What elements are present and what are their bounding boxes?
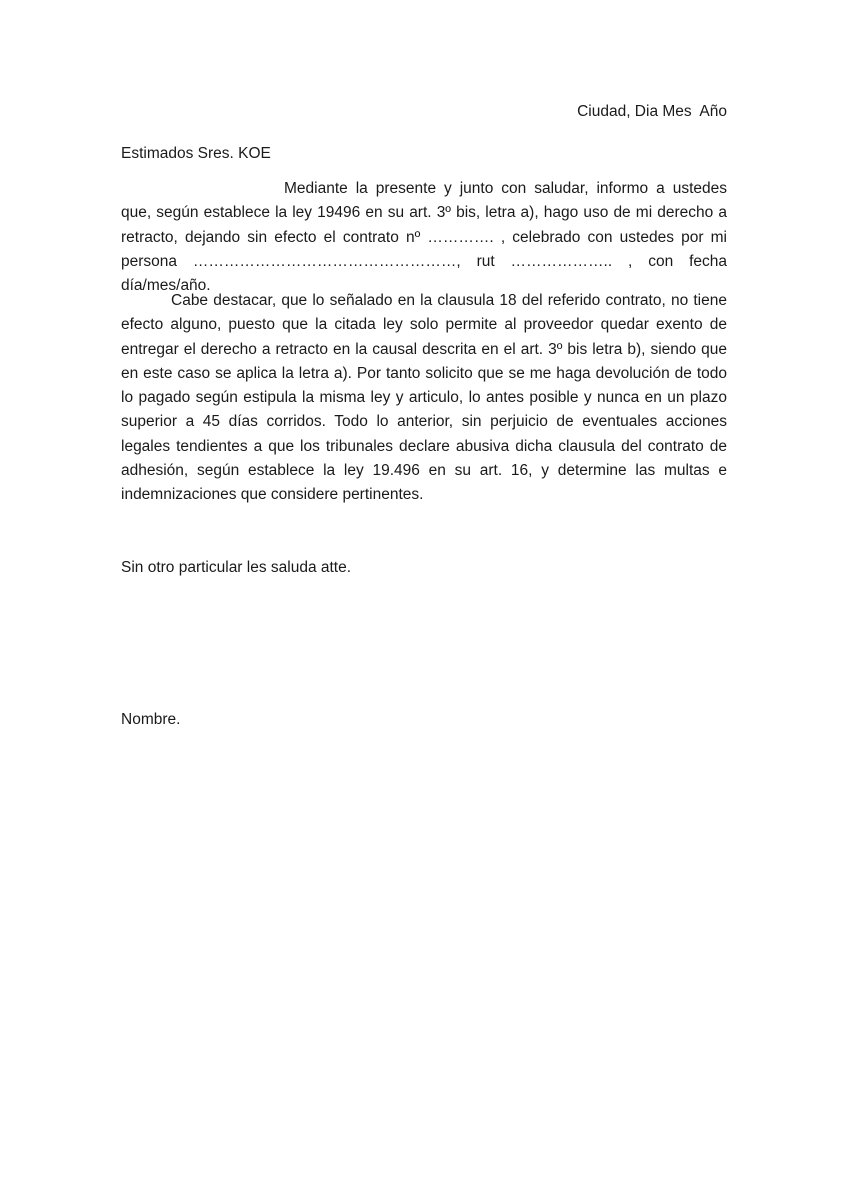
paragraph-1	[121, 177, 727, 298]
paragraph-2-text: Cabe destacar, que lo señalado en la clausula 18 del referido contrato, no tiene efecto alguno, puesto que la citada ley solo permite al proveedor quedar exento de entregar el derecho a retracto en la causal descrita en el art. 3º bis letra b), siendo que en este caso se aplica la letra a). Por tanto solicito que se me haga devolución de todo lo pagado según estipula la misma ley y articulo, lo antes posible y nunca en un plazo superior a 45 días corridos. Todo lo anterior, sin perjuicio de eventuales acciones legales tendientes a que los tribunales declare abusiva dicha clausula del contrato de adhesión, según establece la ley 19.496 en su art. 16, y determine las multas e indemnizaciones que considere pertinentes.	[121, 292, 727, 504]
paragraph-2	[121, 289, 727, 508]
signature-name: Nombre.	[121, 711, 181, 728]
date-line: Ciudad, Dia Mes Año	[577, 103, 727, 120]
paragraph-1-text: Mediante la presente y junto con saludar, informo a ustedes que, según establece la ley 19496 en su art. 3º bis, letra a), hago uso de mi derecho a retracto, dejando sin efecto el contrato nº …………. , celebrado con ustedes por mi persona ……………………………………………, rut ……………….. , con fecha día/mes/año.	[121, 180, 727, 295]
greeting: Estimados Sres. KOE	[121, 145, 271, 162]
closing-line: Sin otro particular les saluda atte.	[121, 559, 352, 576]
